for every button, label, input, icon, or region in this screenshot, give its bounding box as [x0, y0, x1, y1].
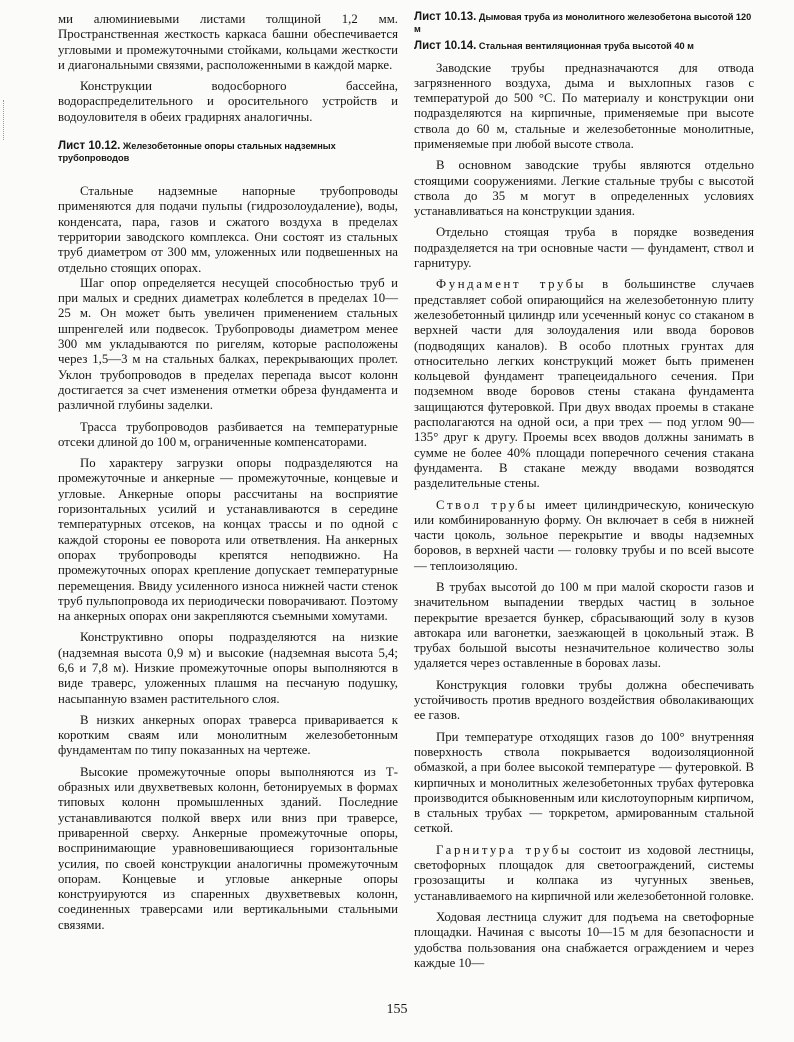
sheet-heading-10-13 [414, 12, 754, 35]
body-paragraph: По характеру загрузки опоры подразделяются на промежуточные и анкерные — промежуточные, концевые и угловые. Анкерные опоры рассчитаны на восприятие горизонтальных усилий и устанавливаются в середине температурных отсеков, на концах трассы и по одной с каждой стороны ее поворота или ответвления. На анкерных опорах трубопроводы крепятся неподвижно. На промежуточных опорах крепление допускает температурные перемещения. Ввиду усиленного износа нижней части стенок труб пульпопровода их периодически поворачивают. Поэтому на анкерных опорах они закрепляются съемными хомутами. [58, 456, 398, 624]
body-paragraph: Конструктивно опоры подразделяются на низкие (надземная высота 0,9 м) и высокие (надземная высота 5,4; 6,6 и 7,8 м). Низкие промежуточные опоры выполняются в виде траверс, уложенных плашмя на песчаную подушку, насыпанную взамен растительного слоя. [58, 630, 398, 706]
body-paragraphs [58, 184, 398, 933]
spaced-lead: Фундамент трубы [436, 277, 587, 292]
sheet-heading-10-14 [414, 41, 754, 53]
sheet-title: Дымовая труба из монолитного железобетона высотой 120 м [414, 12, 752, 34]
body-paragraph: При температуре отходящих газов до 100° внутренняя поверхность ствола покрывается водоизоляционной обмазкой, а при более высокой температуре — футеровкой. В кирпичных и монолитных железобетонных трубах футеровка производится обыкновенным или кислотоупорным кирпичом, в стальных трубах — торкретом, армированным стальной сеткой. [414, 729, 754, 836]
body-paragraph: Ходовая лестница служит для подъема на светофорные площадки. Начиная с высоты 10—15 м для безопасности и удобства пользования она снабжается ограждением и через каждые 10— [414, 909, 754, 970]
body-paragraph: Заводские трубы предназначаются для отвода загрязненного воздуха, дыма и выхлопных газов с температурой до 500 °С. По материалу и конструкции они подразделяются на кирпичные, применяемые при высоте ствола до 60 м, стальные и железобетонные монолитные, применяемые при любой высоте ствола. [414, 60, 754, 151]
body-paragraph: Шаг опор определяется несущей способностью труб и при малых и средних диаметрах колеблется в пределах 10—25 м. Он может быть увеличен применением стальных шпренгелей или подвесок. Трубопроводы диаметром менее 300 мм укладываются по ригелям, которые расположены через 1,5—3 м на стальных балках, перекрывающих пролет. Уклон трубопроводов в пределах перепада высот колонн достигается за счет изменения отметки обреза фундамента и различной глубины заделки. [58, 275, 398, 413]
sheet-title: Стальная вентиляционная труба высотой 40 м [478, 41, 694, 51]
intro-paragraph-continuation: ми алюминиевыми листами толщиной 1,2 мм. Пространственная жесткость каркаса башни обеспечивается угловыми и промежуточными стойками, кольцами жесткости и диагональными связями, расположенными в каждой марке. [58, 12, 398, 72]
body-paragraph: Высокие промежуточные опоры выполняются из Т-образных или двухветвевых колонн, бетонируемых в формах типовых колонн промышленных зданий. Последние устанавливаются полкой вверх или вниз при траверсе, приваренной сверху. Анкерные промежуточные опоры, воспринимающие уравновешивающиеся горизонтальные усилия, по своей конструкции аналогичны промежуточным опорам. Концевые и угловые анкерные опоры конструируются из спаренных двухветвевых колонн, соединенных траверсами или вертикальными стальными связями. [58, 764, 398, 932]
body-paragraph: Стальные надземные напорные трубопроводы применяются для подачи пульпы (гидрозолоудаление), воды, конденсата, пара, газов и сжатого воздуха в пределах территории заводского комплекса. Они состоят из стальных труб диаметром от 300 мм, уложенных или подвешенных на отдельно стоящих опорах. [58, 184, 398, 275]
paragraph-text: в большинстве случаев представляет собой опирающийся на железобетонную плиту железобетонный цилиндр или усеченный конус со стаканом в верхней части для золоудаления или ввода боровов (подводящих каналов). В особо плотных грунтах для относительно легких конструкций может быть применен кольцевой фундамент трапецеидального сечения. При подземном вводе боровов стены стакана фундамента защищаются футеровкой. При двух вводах проемы в стакане располагаются на одной оси, а при трех — под углом 90—135° друг к другу. Проемы всех вводов должны занимать в сумме не более 40% площади поперечного сечения стакана фундамента. В стакане между вводами возводятся разделительные стены. [414, 277, 754, 491]
body-paragraph: Отдельно стоящая труба в порядке возведения подразделяется на три основные части — фундамент, ствол и гарнитуру. [414, 225, 754, 271]
body-paragraph [414, 843, 754, 904]
body-paragraph: В низких анкерных опорах траверса приваривается к коротким сваям или монолитным железобетонным фундаментам по типу показанных на чертеже. [58, 712, 398, 758]
sheet-title: Железобетонные опоры стальных надземных трубопроводов [58, 141, 336, 163]
sheet-label: Лист 10.12. [58, 140, 121, 153]
sheet-label: Лист 10.13. [414, 11, 477, 23]
body-paragraph: Трасса трубопроводов разбивается на температурные отсеки длиной до 100 м, ограниченные компенсаторами. [58, 419, 398, 449]
spaced-lead: Ствол трубы [436, 497, 538, 512]
margin-mark [3, 100, 6, 140]
paragraph-text: состоит из ходовой лестницы, светофорных площадок для светоограждений, системы грозозащиты и колпака из чугунных звеньев, устанавливаемого на кирпичной или железобетонной головке. [414, 842, 755, 903]
sheet-heading-10-12 [58, 141, 398, 164]
paragraph-text: имеет цилиндрическую, коническую или комбинированную форму. Он включает в себя в нижней части цоколь, зольное перекрытие и вводы надземных боровов, в верхней части — головку трубы и по всей высоте — теплоизоляцию. [414, 497, 754, 573]
body-paragraph [414, 277, 754, 491]
body-paragraph [414, 498, 754, 574]
sheet-label: Лист 10.14. [414, 40, 477, 52]
body-paragraphs [414, 61, 754, 972]
body-paragraph: В основном заводские трубы являются отдельно стоящими сооружениями. Легкие стальные трубы с высотой ствола до 35 м могут в определенных условиях устанавливаться на конструкции здания. [414, 158, 754, 219]
spaced-lead: Гарнитура трубы [436, 842, 572, 857]
intro-paragraph: Конструкции водосборного бассейна, водораспределительного и оросительного устройств и водоуловителя в обеих градирнях аналогичны. [58, 79, 398, 124]
body-paragraph: В трубах высотой до 100 м при малой скорости газов и значительном выпадении твердых частиц в зольное перекрытие врезается бункер, сбрасывающий золу в кузов автокара или вагонетки, заезжающей в цокольный этаж. В трубах большой высоты незначительное количество золы удаляется через оставленные в боровах лазы. [414, 580, 754, 671]
left-column [58, 12, 398, 933]
body-paragraph: Конструкция головки трубы должна обеспечивать устойчивость против вредного воздействия обволакивающих ее газов. [414, 677, 754, 723]
right-column [414, 12, 754, 971]
page-number: 155 [386, 1002, 408, 1017]
